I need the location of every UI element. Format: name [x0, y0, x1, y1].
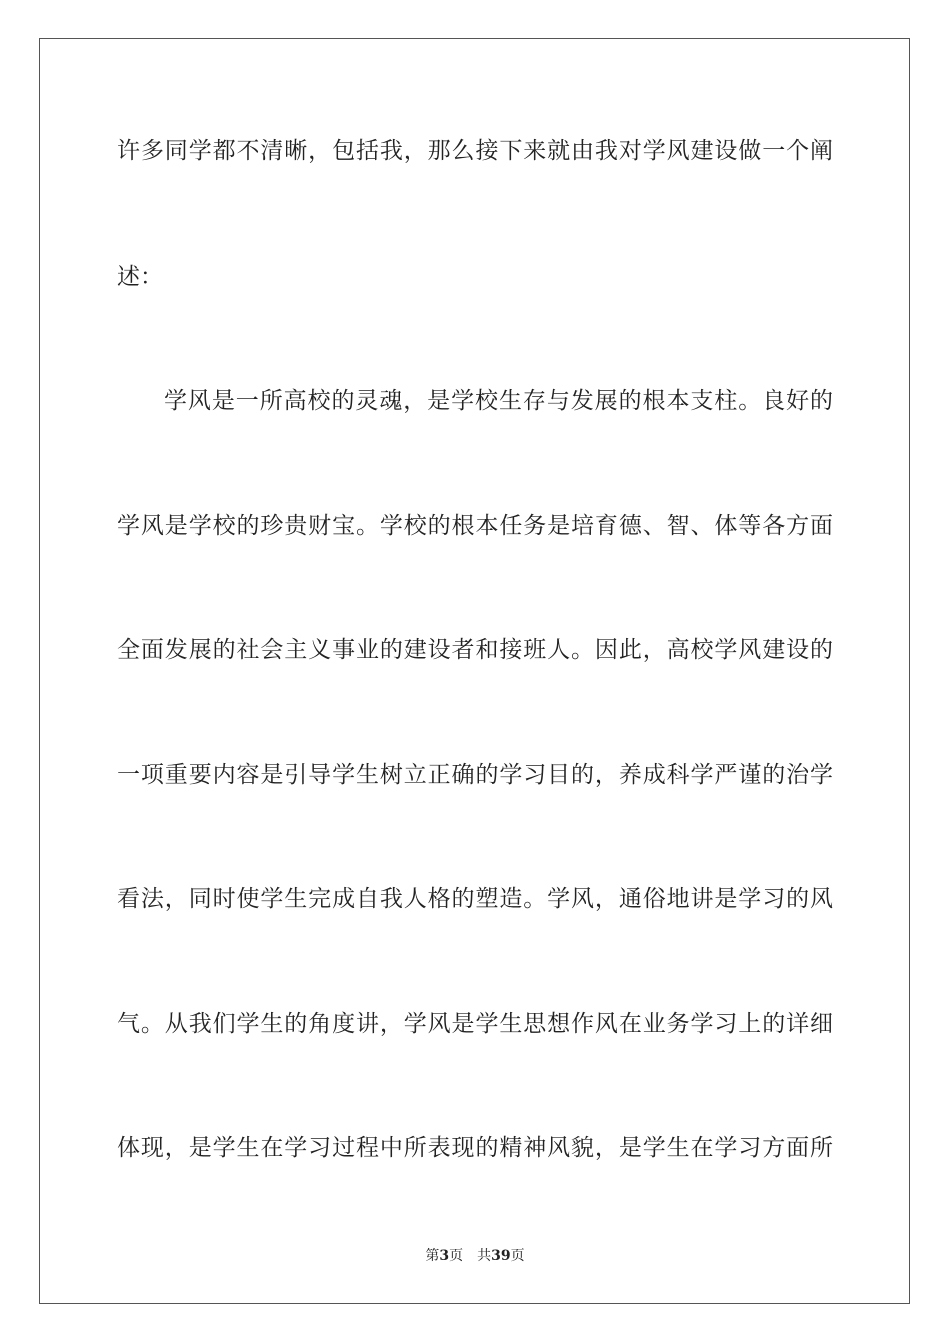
body-line-6: 一项重要内容是引导学生树立正确的学习目的，养成科学严谨的治学 — [117, 762, 833, 788]
body-line-4: 学风是学校的珍贵财宝。学校的根本任务是培育德、智、体等各方面 — [117, 513, 833, 539]
footer-page-prefix: 第 — [425, 1248, 440, 1264]
footer-page-suffix: 页 — [449, 1248, 464, 1264]
footer-total-suffix: 页 — [510, 1248, 525, 1264]
body-line-5: 全面发展的社会主义事业的建设者和接班人。因此，高校学风建设的 — [117, 637, 833, 663]
page-footer — [0, 1246, 950, 1266]
page-border — [39, 38, 910, 1304]
body-line-7: 看法，同时使学生完成自我人格的塑造。学风，通俗地讲是学习的风 — [117, 886, 833, 912]
footer-total-pages: 39 — [491, 1248, 511, 1264]
body-line-8: 气。从我们学生的角度讲，学风是学生思想作风在业务学习上的详细 — [117, 1011, 833, 1037]
body-line-1: 许多同学都不清晰，包括我，那么接下来就由我对学风建设做一个阐 — [117, 138, 833, 164]
body-line-2: 述： — [117, 264, 163, 290]
footer-total-prefix: 共 — [477, 1248, 492, 1264]
body-line-9: 体现，是学生在学习过程中所表现的精神风貌，是学生在学习方面所 — [117, 1135, 833, 1161]
footer-page-number: 3 — [439, 1248, 450, 1264]
body-line-3: 学风是一所高校的灵魂，是学校生存与发展的根本支柱。良好的 — [164, 388, 833, 414]
